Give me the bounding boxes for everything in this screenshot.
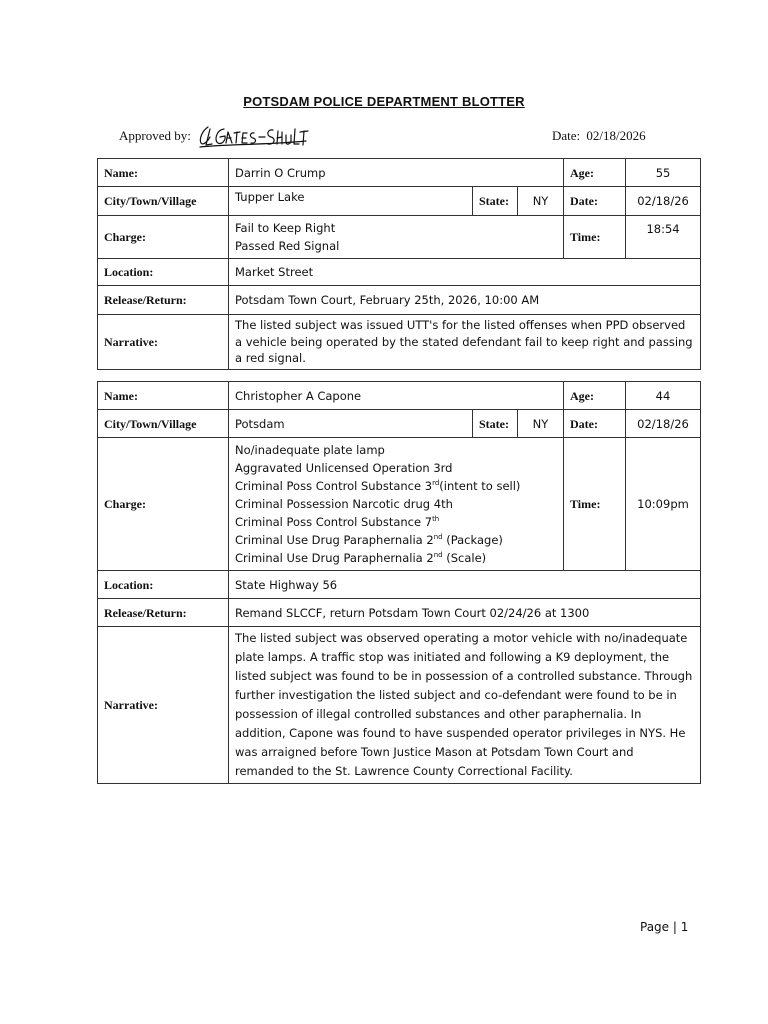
report-date: [552, 128, 646, 144]
time-label: Time:: [564, 438, 626, 571]
release-label: Release/Return:: [98, 599, 229, 627]
age-label: Age:: [564, 382, 626, 410]
charge-item: Passed Red Signal: [235, 239, 340, 253]
date-value: 02/18/26: [626, 410, 701, 438]
location-value: State Highway 56: [229, 571, 701, 599]
date-label: Date:: [564, 187, 626, 216]
blotter-record-1: [97, 158, 701, 370]
charge-item: Criminal Use Drug Paraphernalia 2nd (Scale): [235, 551, 487, 565]
time-label: Time:: [564, 216, 626, 259]
release-label: Release/Return:: [98, 286, 229, 315]
city-label: City/Town/Village: [98, 187, 229, 216]
name-label: Name:: [98, 382, 229, 410]
age-value: 44: [626, 382, 701, 410]
name-value: Christopher A Capone: [229, 382, 564, 410]
age-value: 55: [626, 159, 701, 187]
time-value: 10:09pm: [626, 438, 701, 571]
age-label: Age:: [564, 159, 626, 187]
city-value: Tupper Lake: [229, 187, 473, 216]
date-value: 02/18/26: [626, 187, 701, 216]
charge-label: Charge:: [98, 438, 229, 571]
narrative-text: The listed subject was observed operating a motor vehicle with no/inadequate plate lamps. A traffic stop was initiated and following a K9 deployment, the listed subject was found to be in possession of a controlled substance. Through further investigation the listed subject and co-defendant were found to be in possession of illegal controlled substances and other paraphernalia. In addition, Capone was found to have suspended operator privileges in NYS. He was arraigned before Town Justice Mason at Potsdam Town Court and remanded to the St. Lawrence County Correctional Facility.: [229, 627, 701, 784]
charge-item: Criminal Poss Control Substance 3rd(intent to sell): [235, 479, 521, 493]
charge-item: Fail to Keep Right: [235, 221, 336, 235]
state-label: State:: [473, 187, 518, 216]
city-value: Potsdam: [229, 410, 473, 438]
approved-by-label: Approved by:: [119, 128, 191, 143]
city-label: City/Town/Village: [98, 410, 229, 438]
charge-label: Charge:: [98, 216, 229, 259]
location-label: Location:: [98, 571, 229, 599]
charge-item: Criminal Use Drug Paraphernalia 2nd (Package): [235, 533, 503, 547]
charge-item: Aggravated Unlicensed Operation 3rd: [235, 461, 453, 475]
release-value: Remand SLCCF, return Potsdam Town Court 02/24/26 at 1300: [229, 599, 701, 627]
state-value: NY: [518, 410, 564, 438]
blotter-record-2: [97, 381, 701, 784]
date-value: 02/18/2026: [586, 128, 646, 143]
name-value: Darrin O Crump: [229, 159, 564, 187]
page-title: POTSDAM POLICE DEPARTMENT BLOTTER: [243, 94, 525, 109]
charge-list: [229, 438, 564, 571]
state-label: State:: [473, 410, 518, 438]
page-number: Page | 1: [640, 920, 689, 934]
name-label: Name:: [98, 159, 229, 187]
location-label: Location:: [98, 259, 229, 286]
date-label: Date:: [552, 128, 581, 143]
charge-item: Criminal Poss Control Substance 7th: [235, 515, 440, 529]
date-label: Date:: [564, 410, 626, 438]
charge-item: No/inadequate plate lamp: [235, 443, 385, 457]
release-value: Potsdam Town Court, February 25th, 2026, 10:00 AM: [229, 286, 701, 315]
narrative-label: Narrative:: [98, 315, 229, 370]
narrative-text: The listed subject was issued UTT's for the listed offenses when PPD observed a vehicle being operated by the stated defendant fail to keep right and passing a red signal.: [229, 315, 701, 370]
narrative-label: Narrative:: [98, 627, 229, 784]
signature-icon: [196, 123, 311, 151]
state-value: NY: [518, 187, 564, 216]
time-value: 18:54: [626, 216, 701, 259]
charge-list: [229, 216, 564, 259]
charge-item: Criminal Possession Narcotic drug 4th: [235, 497, 453, 511]
location-value: Market Street: [229, 259, 701, 286]
